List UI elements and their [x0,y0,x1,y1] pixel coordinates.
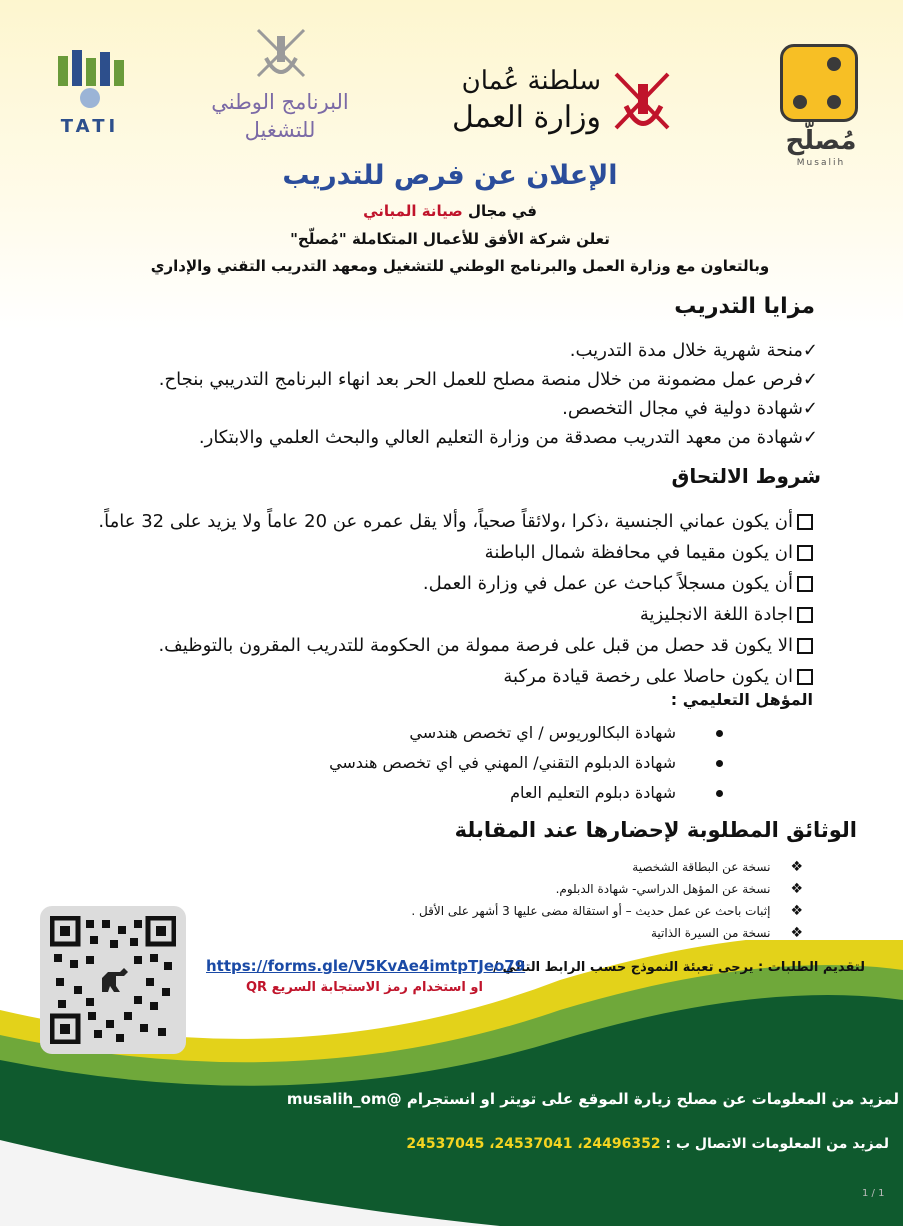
tati-logo-text: TATI [60,116,120,137]
checkbox-icon [797,607,813,623]
qr-note: او استخدام رمز الاستجابة السريع QR [246,980,483,995]
list-item: ✓شهادة دولية في مجال التخصص. [562,398,818,419]
checkbox-icon [797,545,813,561]
nep-line2: للتشغيل [244,118,316,142]
diamond-bullet-icon: ❖ [790,903,803,919]
list-item: شهادة دبلوم التعليم العام [329,778,723,808]
list-item: ❖نسخة عن البطاقة الشخصية [411,856,803,878]
diamond-bullet-icon: ❖ [790,859,803,875]
contact-line [406,1136,889,1152]
checkbox-icon [797,576,813,592]
list-item: ✓منحة شهرية خلال مدة التدريب. [569,340,818,361]
nep-line1: البرنامج الوطني [211,90,349,114]
musalih-logo-subtext: Musalih [796,158,846,168]
national-employment-programme-logo [200,24,360,144]
application-form-link[interactable]: https://forms.gle/V5KvAe4imtpTJeo79 [206,957,526,975]
musalih-dot-icon [793,95,807,109]
field-line [300,202,600,220]
apply-instructions: لتقديم الطلبات : يرجى تعبئة النموذج حسب الرابط التالي / [493,960,865,975]
list-item: شهادة البكالوريوس / اي تخصص هندسي [329,718,723,748]
documents-list [411,856,803,944]
oman-emblem-icon [252,24,310,86]
conditions-heading: شروط الالتحاق [671,464,821,488]
list-item: أن يكون عماني الجنسية ،ذكرا ،ولائقاً صحياً، وألا يقل عمره عن 20 عاماً ولا يزيد على 32 عاماً. [98,506,813,537]
diamond-bullet-icon: ❖ [790,925,803,941]
ministry-line1: سلطنة عُمان [461,66,601,96]
bullet-icon [716,730,723,737]
musalih-dot-icon [827,95,841,109]
diamond-bullet-icon: ❖ [790,881,803,897]
field-name: صيانة المباني [363,202,463,220]
musalih-logo [776,44,860,168]
oman-emblem-icon [606,66,681,141]
list-item: ان يكون حاصلا على رخصة قيادة مركبة [98,661,813,692]
list-item: اجادة اللغة الانجليزية [98,599,813,630]
company-line: تعلن شركة الأفق للأعمال المتكاملة "مُصلّح" [290,230,610,248]
tati-logo [40,46,140,141]
list-item: ❖نسخة عن المؤهل الدراسي- شهادة الدبلوم. [411,878,803,900]
education-heading: المؤهل التعليمي : [670,690,813,709]
checkbox-icon [797,669,813,685]
list-item: أن يكون مسجلاً كباحث عن عمل في وزارة العمل. [98,568,813,599]
checkbox-icon [797,514,813,530]
qr-code-icon [50,916,176,1044]
page-number: 1 / 1 [862,1188,885,1199]
bullet-icon [716,790,723,797]
ministry-line2: وزارة العمل [451,100,601,135]
qr-code[interactable] [40,906,186,1054]
list-item: ✓شهادة من معهد التدريب مصدقة من وزارة التعليم العالي والبحث العلمي والابتكار. [198,427,818,448]
checkbox-icon [797,638,813,654]
ministry-of-labour-logo [436,66,681,146]
musalih-dot-icon [827,57,841,71]
contact-prefix: لمزيد من المعلومات الاتصال ب : [665,1136,889,1152]
tati-emblem-icon [50,46,130,114]
conditions-list [98,506,813,692]
social-media-line: لمزيد من المعلومات عن مصلح زيارة الموقع على تويتر او انستجرام @musalih_om [286,1090,899,1108]
education-list [329,718,723,808]
list-item: ❖نسخة من السيرة الذاتية [411,922,803,944]
bullet-icon [716,760,723,767]
benefits-heading: مزايا التدريب [674,294,815,319]
page-title: الإعلان عن فرص للتدريب [282,160,618,191]
partners-line: وبالتعاون مع وزارة العمل والبرنامج الوطني للتشغيل ومعهد التدريب التقني والإداري [150,257,770,275]
list-item: الا يكون قد حصل من قبل على فرصة ممولة من الحكومة للتدريب المقرون بالتوظيف. [98,630,813,661]
documents-heading: الوثائق المطلوبة لإحضارها عند المقابلة [454,818,857,842]
list-item: ✓فرص عمل مضمونة من خلال منصة مصلح للعمل الحر بعد انهاء البرنامج التدريبي بنجاح. [158,369,818,390]
musalih-logo-tile [780,44,858,122]
list-item: شهادة الدبلوم التقني/ المهني في اي تخصص هندسي [329,748,723,778]
list-item: ان يكون مقيما في محافظة شمال الباطنة [98,537,813,568]
field-prefix: في مجال [467,202,537,220]
benefits-list [159,336,818,452]
contact-numbers: 24496352، 24537041، 24537045 [406,1136,661,1152]
musalih-logo-text: مُصلّح [785,126,857,156]
list-item: ❖إثبات باحث عن عمل حديث – أو استقالة مضى عليها 3 أشهر على الأقل . [411,900,803,922]
